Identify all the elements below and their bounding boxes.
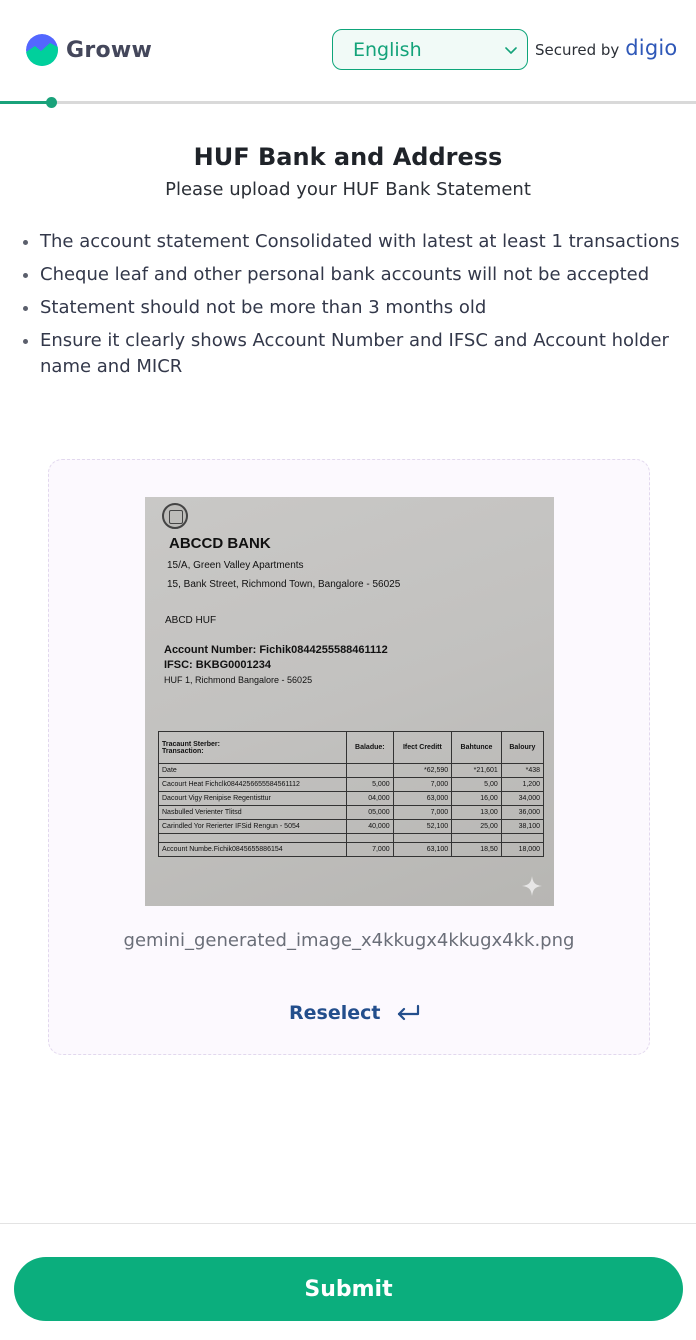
requirement-item: The account statement Consolidated with latest at least 1 transactions [20, 229, 680, 255]
footer-divider [0, 1223, 696, 1224]
digio-logo: digio [625, 36, 678, 60]
doc-table-row [159, 792, 544, 806]
doc-address-line1: 15/A, Green Valley Apartments [167, 560, 304, 571]
doc-account-number: Account Number: Fichik0844255588461112 [164, 644, 388, 656]
doc-table-cell: 38,100 [501, 820, 543, 834]
chevron-down-icon [503, 42, 519, 58]
doc-table-header-cell: Baladue: [347, 732, 394, 764]
doc-address-line2: 15, Bank Street, Richmond Town, Bangalore - 56025 [167, 579, 401, 590]
doc-table-cell: *62,590 [393, 764, 452, 778]
groww-logo-icon [26, 34, 58, 66]
submit-label: Submit [304, 1276, 393, 1302]
doc-table-cell: 18,000 [501, 843, 543, 857]
doc-table-header-cell: Ifect Creditt [393, 732, 452, 764]
bank-seal-icon [162, 503, 188, 529]
doc-table-cell [452, 834, 502, 843]
language-select[interactable] [332, 29, 528, 70]
requirement-item: Statement should not be more than 3 months old [20, 295, 680, 321]
page-subtitle: Please upload your HUF Bank Statement [165, 179, 531, 200]
doc-table-row [159, 834, 544, 843]
bank-statement-preview[interactable] [145, 497, 554, 906]
doc-table-cell [347, 834, 394, 843]
doc-table-row [159, 806, 544, 820]
requirement-item: Ensure it clearly shows Account Number and IFSC and Account holder name and MICR [20, 328, 680, 380]
doc-table-cell: 04,000 [347, 792, 394, 806]
submit-button[interactable] [14, 1257, 683, 1321]
doc-table-cell: 34,000 [501, 792, 543, 806]
progress-dot [46, 97, 57, 108]
doc-table-cell [347, 764, 394, 778]
doc-table-cell: 52,100 [393, 820, 452, 834]
page-title: HUF Bank and Address [193, 143, 503, 171]
doc-table-cell [501, 834, 543, 843]
reselect-button[interactable] [289, 1002, 420, 1024]
doc-table-cell: 7,000 [347, 843, 394, 857]
doc-table-row [159, 820, 544, 834]
doc-account-holder: ABCD HUF [165, 615, 217, 626]
doc-table-header-cell: Baloury [501, 732, 543, 764]
doc-table-cell: *438 [501, 764, 543, 778]
doc-table-row [159, 778, 544, 792]
doc-table-header [159, 732, 544, 764]
doc-table-cell: 63,000 [393, 792, 452, 806]
doc-table-cell: Carindled Yor Rerierter IFSid Rengun - 5054 [159, 820, 347, 834]
doc-table-cell: 1,200 [501, 778, 543, 792]
doc-transaction-table [158, 731, 544, 857]
doc-table-cell: 18,50 [452, 843, 502, 857]
reselect-label: Reselect [289, 1002, 381, 1024]
doc-table-cell [393, 834, 452, 843]
doc-table-cell: 7,000 [393, 806, 452, 820]
doc-table-cell: 63,100 [393, 843, 452, 857]
doc-table-cell: 5,00 [452, 778, 502, 792]
doc-table-cell [159, 834, 347, 843]
progress-bar [0, 101, 696, 104]
doc-table-cell: 7,000 [393, 778, 452, 792]
doc-table-cell: 05,000 [347, 806, 394, 820]
return-arrow-icon [396, 1004, 420, 1022]
doc-ifsc: IFSC: BKBG0001234 [164, 659, 271, 671]
doc-table-cell: Date [159, 764, 347, 778]
language-value: English [353, 38, 422, 61]
doc-table-cell: *21,601 [452, 764, 502, 778]
secured-by-label: Secured by [535, 41, 620, 59]
requirement-item: Cheque leaf and other personal bank accounts will not be accepted [20, 262, 680, 288]
doc-table-header-cell: Tracaunt Sterber: Transaction: [159, 732, 347, 764]
sparkle-icon [522, 876, 542, 896]
doc-table-cell: 40,000 [347, 820, 394, 834]
secured-by [535, 36, 677, 60]
doc-table-cell: Account Numbe.Fichik0845655886154 [159, 843, 347, 857]
doc-table-cell: Nasbulled Verienter Tlitsd [159, 806, 347, 820]
groww-logo [26, 34, 152, 66]
doc-table-cell: 16,00 [452, 792, 502, 806]
doc-holder-address: HUF 1, Richmond Bangalore - 56025 [164, 675, 313, 685]
doc-bank-name: ABCCD BANK [169, 535, 271, 552]
doc-table-header-cell: Bahtunce [452, 732, 502, 764]
brand-name: Groww [66, 37, 153, 63]
upload-card [48, 459, 650, 1055]
doc-table-row [159, 843, 544, 857]
doc-table-cell: 25,00 [452, 820, 502, 834]
doc-table-row [159, 764, 544, 778]
doc-table-cell: 36,000 [501, 806, 543, 820]
uploaded-filename: gemini_generated_image_x4kkugx4kkugx4kk.png [123, 930, 575, 951]
requirements-list [20, 229, 680, 387]
progress-fill [0, 101, 51, 104]
doc-table-cell: Cacourt Heat Fichclk0844256655584561112 [159, 778, 347, 792]
doc-table-cell: 5,000 [347, 778, 394, 792]
doc-table-cell: 13,00 [452, 806, 502, 820]
doc-table-cell: Dacourt Vigy Renipise Regentisttur [159, 792, 347, 806]
header [0, 0, 696, 100]
